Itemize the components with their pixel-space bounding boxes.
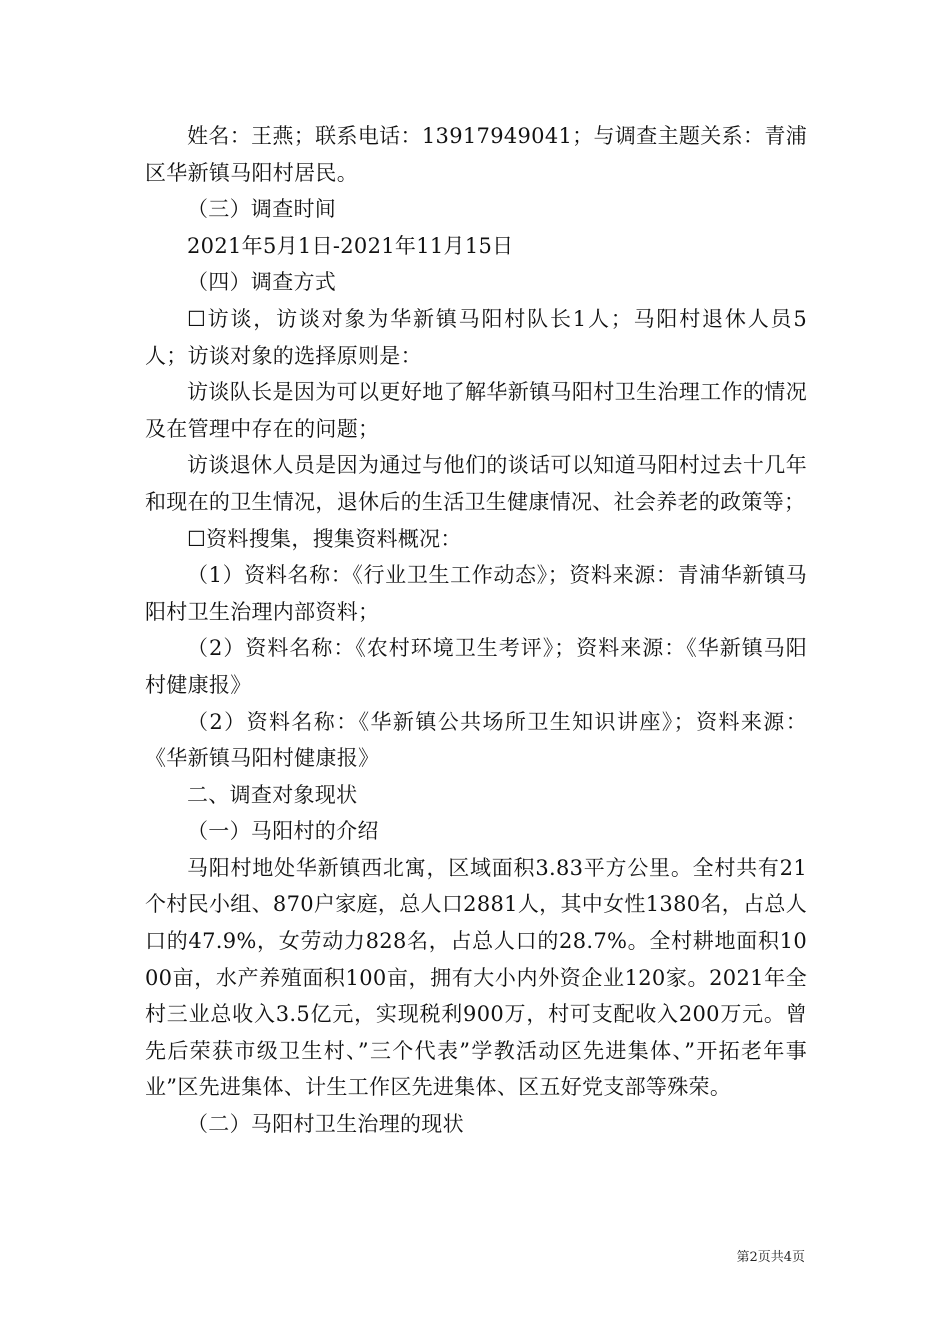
document-body — [145, 118, 807, 1143]
page-number-label: 第2页共4页 — [736, 1250, 805, 1265]
heading-survey-method: （四）调查方式 — [187, 270, 337, 295]
paragraph-material-collection: ☐资料搜集，搜集资料概况： — [187, 526, 462, 551]
paragraph-interview: ☐访谈，访谈对象为华新镇马阳村队长1人；马阳村退休人员5人；访谈对象的选择原则是： — [145, 306, 807, 368]
page-number — [736, 1246, 805, 1265]
paragraph-material-3: （2）资料名称：《华新镇公共场所卫生知识讲座》；资料来源：《华新镇马阳村健康报》 — [145, 709, 807, 771]
paragraph-material-2: （2）资料名称：《农村环境卫生考评》；资料来源：《华新镇马阳村健康报》 — [145, 636, 807, 697]
paragraph-interview-retirees: 访谈退休人员是因为通过与他们的谈话可以知道马阳村过去十几年和现在的卫生情况，退休后的生活卫生健康情况、社会养老的政策等； — [145, 453, 807, 514]
paragraph-village-intro: 马阳村地处华新镇西北寓，区域面积3.83平方公里。全村共有21个村民小组、870户家庭，总人口2881人，其中女性1380名，占总人口的47.9%，女劳动力828名，占总人口的28.7%。全村耕地面积1000亩，水产养殖面积100亩，拥有大小内外资企业120家。2021年全村三业总收入3.5亿元，实现税利900万，村可支配收入200万元。曾先后荣获市级卫生村、”三个代表”学教活动区先进集体、”开拓老年事业”区先进集体、计生工作区先进集体、区五好党支部等殊荣。 — [145, 855, 807, 1100]
paragraph-contact: 姓名：王燕；联系电话：13917949041；与调查主题关系：青浦区华新镇马阳村居民。 — [145, 124, 807, 185]
paragraph-survey-dates: 2021年5月1日-2021年11月15日 — [187, 233, 514, 258]
heading-village-intro: （一）马阳村的介绍 — [187, 819, 379, 844]
heading-sanitation-status: （二）马阳村卫生治理的现状 — [187, 1112, 464, 1137]
paragraph-interview-leader: 访谈队长是因为可以更好地了解华新镇马阳村卫生治理工作的情况及在管理中存在的问题； — [145, 380, 807, 441]
heading-survey-time: （三）调查时间 — [187, 197, 337, 222]
heading-section-2: 二、调查对象现状 — [187, 782, 358, 807]
paragraph-material-1: （1）资料名称：《行业卫生工作动态》；资料来源：青浦华新镇马阳村卫生治理内部资料； — [145, 563, 807, 624]
